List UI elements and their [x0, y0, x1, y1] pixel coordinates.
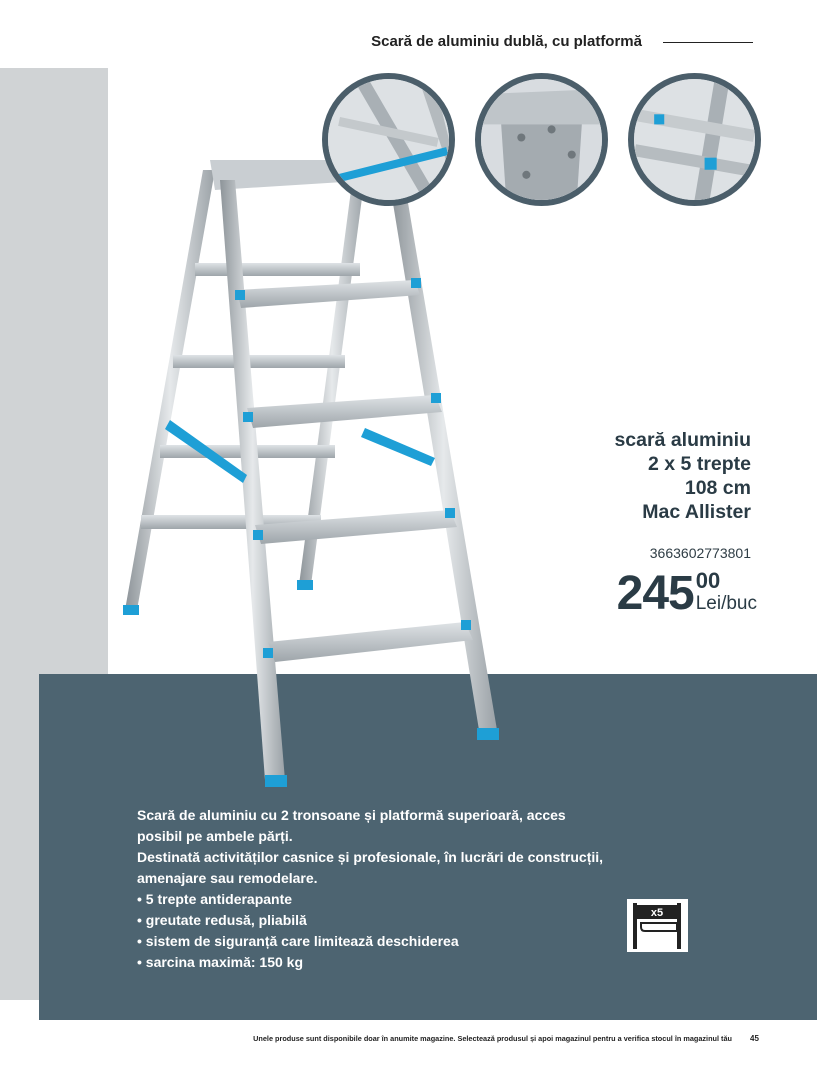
product-description [137, 805, 607, 973]
feature-item: • sistem de siguranță care limitează deschiderea [137, 933, 459, 949]
page-number: 45 [750, 1034, 759, 1043]
price-integer: 245 [616, 567, 694, 620]
page-title: Scară de aluminiu dublă, cu platformă [371, 33, 642, 50]
description-paragraph: Scară de aluminiu cu 2 tronsoane și platformă superioară, acces posibil pe ambele părți. [137, 807, 566, 844]
feature-item: • 5 trepte antiderapante [137, 891, 293, 907]
product-name-line: scară aluminiu [614, 429, 751, 451]
product-name [614, 428, 751, 524]
footer-note: Unele produse sunt disponibile doar în anumite magazine. Selectează produsul și apoi magazinul pentru a verifica stocul în magazinul tău [253, 1034, 732, 1043]
feature-item: • sarcina maximă: 150 kg [137, 954, 303, 970]
product-name-line: Mac Allister [642, 501, 751, 523]
feature-list [137, 889, 607, 973]
ladder-product-image [115, 150, 515, 800]
price-unit: Lei/buc [695, 593, 757, 614]
price-tag [617, 566, 757, 622]
detail-image-hinge [322, 73, 455, 206]
detail-image-platform [475, 73, 608, 206]
detail-image-bracket [628, 73, 761, 206]
description-paragraph: Destinată activităților casnice și profesionale, în lucrări de construcții, amenajare sau remodelare. [137, 849, 604, 886]
feature-item: • greutate redusă, pliabilă [137, 912, 307, 928]
product-name-line: 2 x 5 trepte [648, 453, 751, 475]
product-name-line: 108 cm [684, 477, 751, 499]
ladder-steps-icon [627, 899, 688, 952]
product-sku: 3663602773801 [649, 545, 751, 561]
price-fraction-group [696, 566, 757, 615]
price-decimals: 00 [695, 568, 721, 593]
title-rule [663, 42, 753, 43]
badge-label: x5 [650, 907, 664, 919]
